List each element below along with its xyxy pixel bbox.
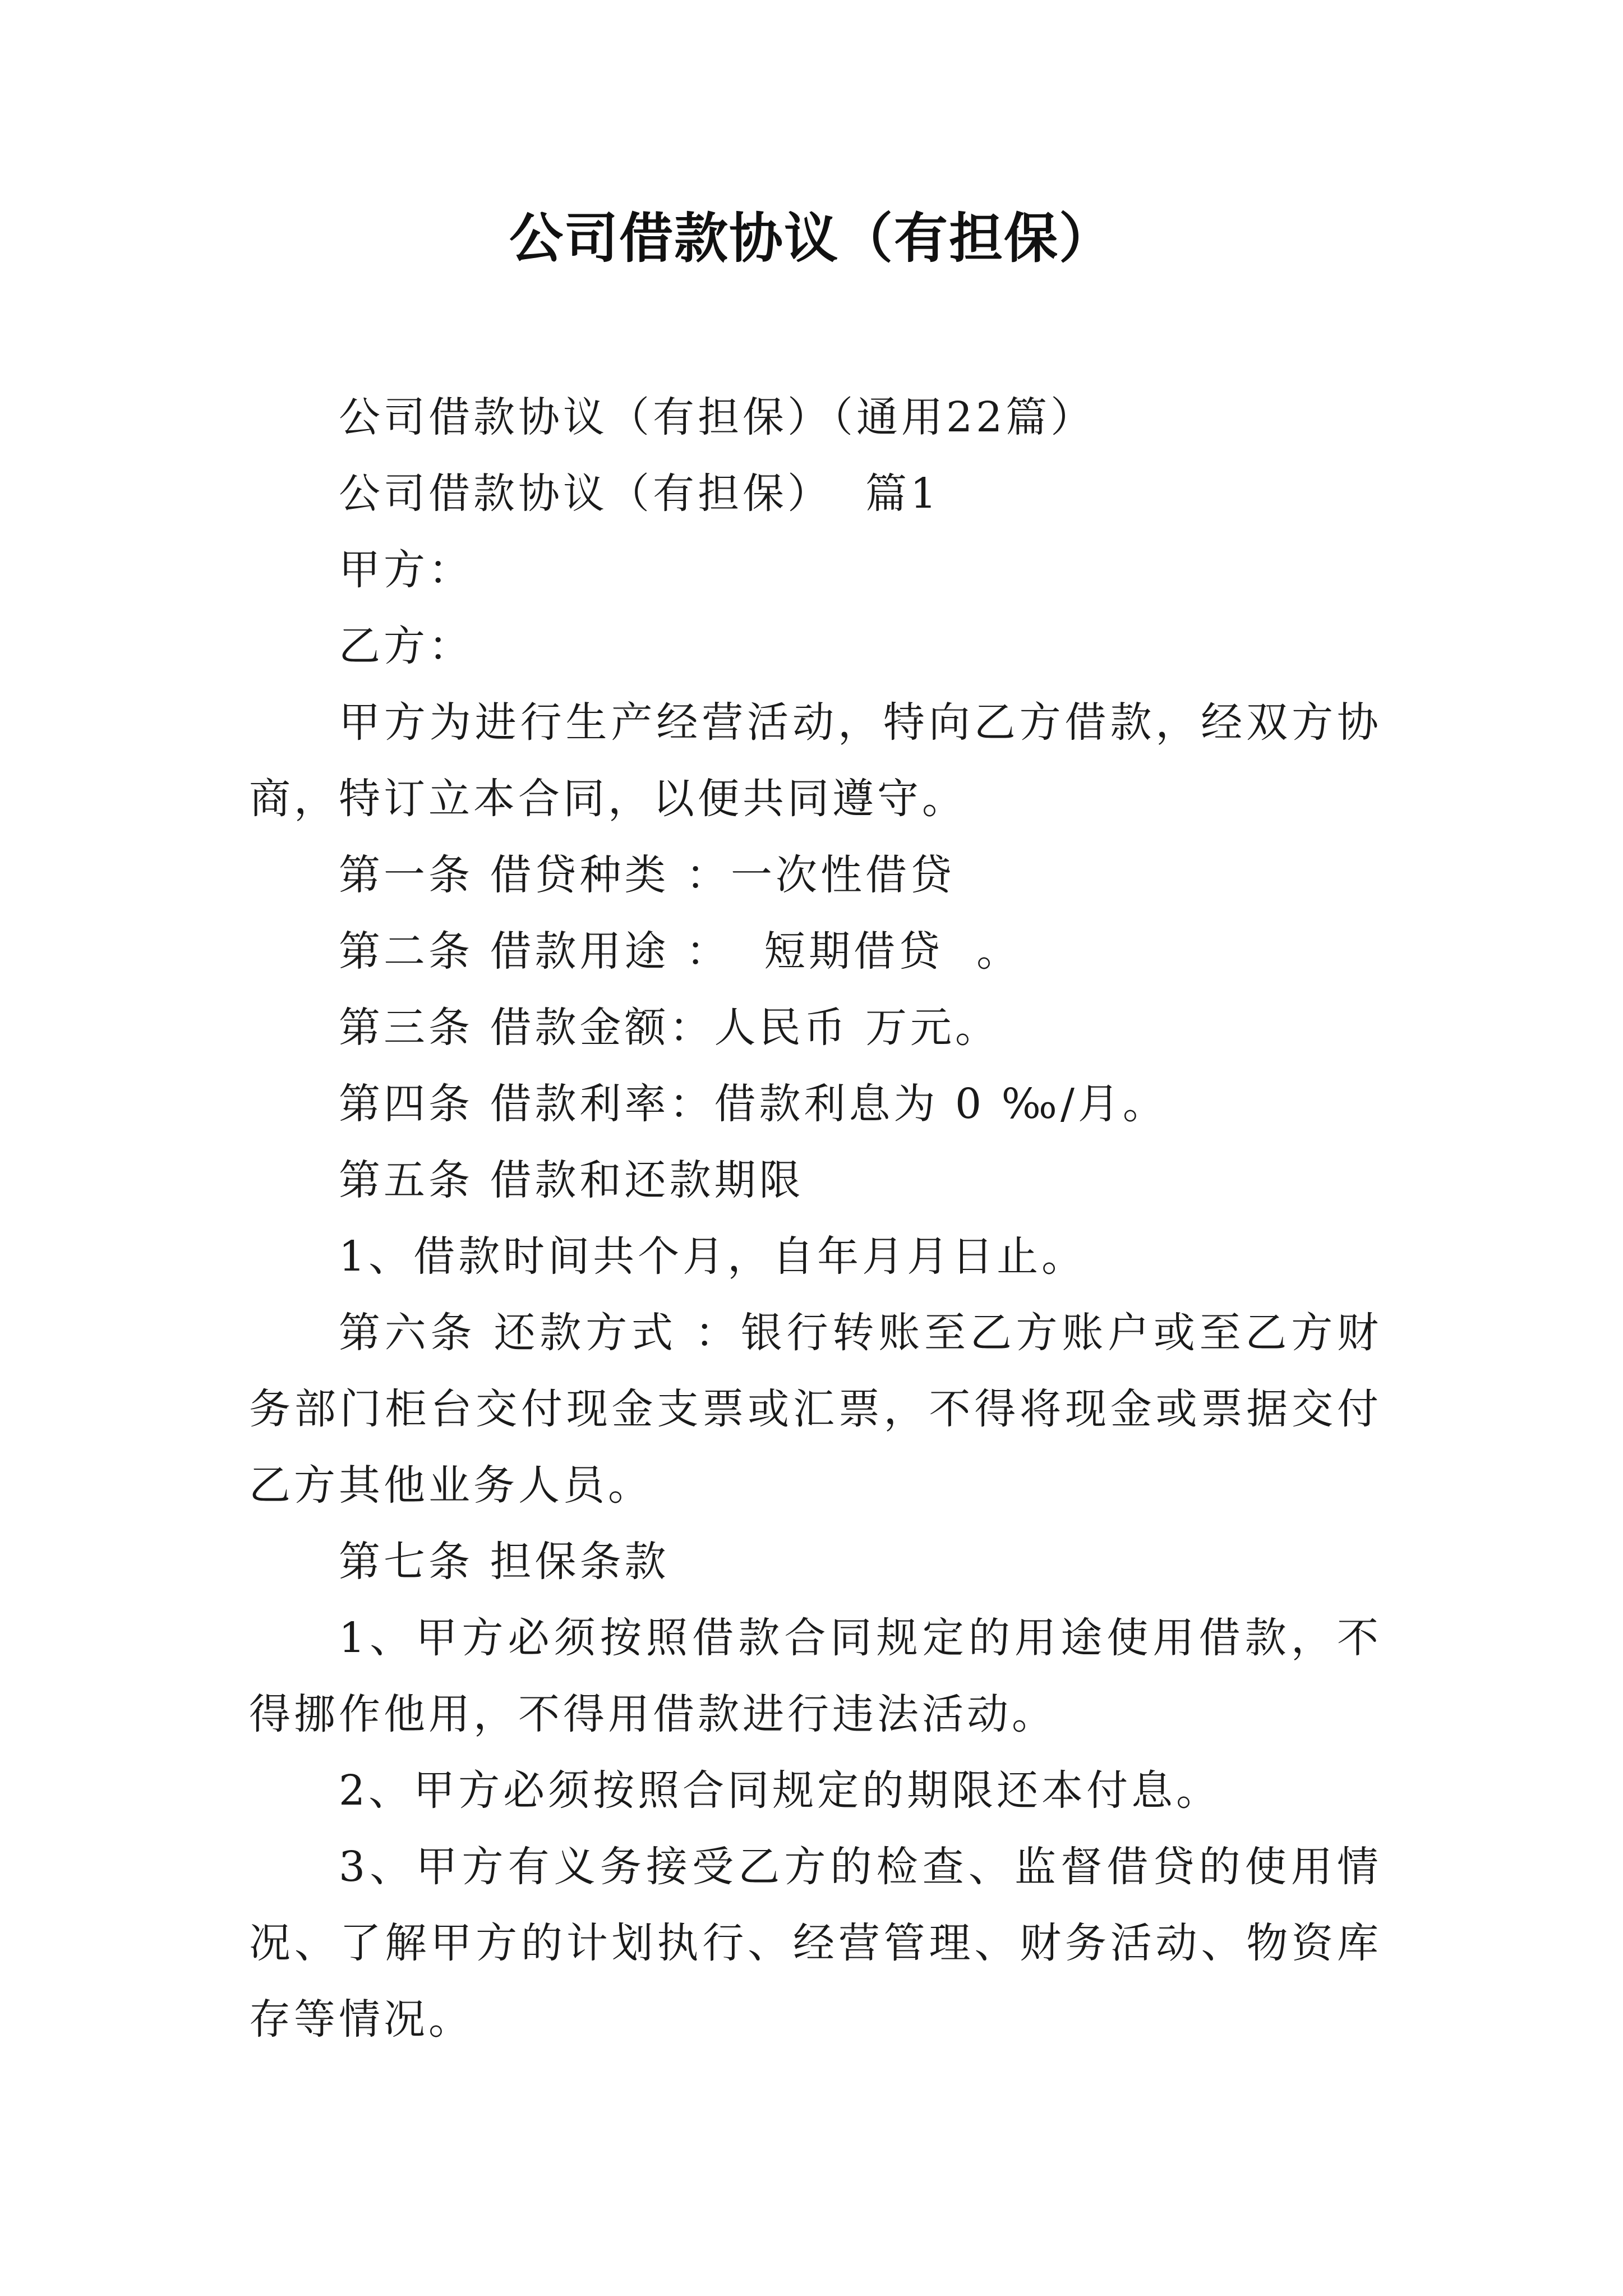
article-4-paragraph: 第四条 借款利率：借款利息为 0 ‰/月。 (339, 1080, 1168, 1128)
article-1-paragraph: 第一条 借贷种类 ：一次性借贷 (339, 851, 956, 899)
article-5-paragraph: 第五条 借款和还款期限 (339, 1156, 804, 1204)
party-a-label: 甲方： (339, 546, 473, 594)
article-3-paragraph: 第三条 借款金额：人民币 万元。 (339, 1004, 1000, 1052)
article-2-paragraph: 第二条 借款用途 ： 短期借贷 。 (339, 927, 1022, 976)
article-6-paragraph: 第六条 还款方式 ：银行转账至乙方账户或至乙方财务部门柜台交付现金支票或汇票，不得将现金或票据交付乙方其他业务人员。 (249, 1309, 1382, 1510)
section-heading-paragraph: 公司借款协议（有担保） 篇1 (339, 470, 940, 518)
document-body (249, 379, 1382, 2058)
article-7-item-1: 1、甲方必须按照借款合同规定的用途使用借款，不得挪作他用，不得用借款进行违法活动。 (249, 1614, 1382, 1738)
document-title: 公司借款协议（有担保） (509, 207, 1114, 270)
preamble-paragraph: 甲方为进行生产经营活动，特向乙方借款，经双方协商，特订立本合同，以便共同遵守。 (249, 698, 1382, 823)
article-7-paragraph: 第七条 担保条款 (339, 1538, 670, 1586)
article-7-item-3: 3、甲方有义务接受乙方的检查、监督借贷的使用情况、了解甲方的计划执行、经营管理、财务活动、物资库存等情况。 (249, 1843, 1382, 2044)
article-7-item-2: 2、甲方必须按照合同规定的期限还本付息。 (339, 1766, 1221, 1815)
article-5-item-1: 1、借款时间共个月，自年月月日止。 (339, 1232, 1087, 1281)
subtitle-paragraph: 公司借款协议（有担保）（通用22篇） (339, 393, 1096, 441)
party-b-label: 乙方： (339, 622, 473, 670)
